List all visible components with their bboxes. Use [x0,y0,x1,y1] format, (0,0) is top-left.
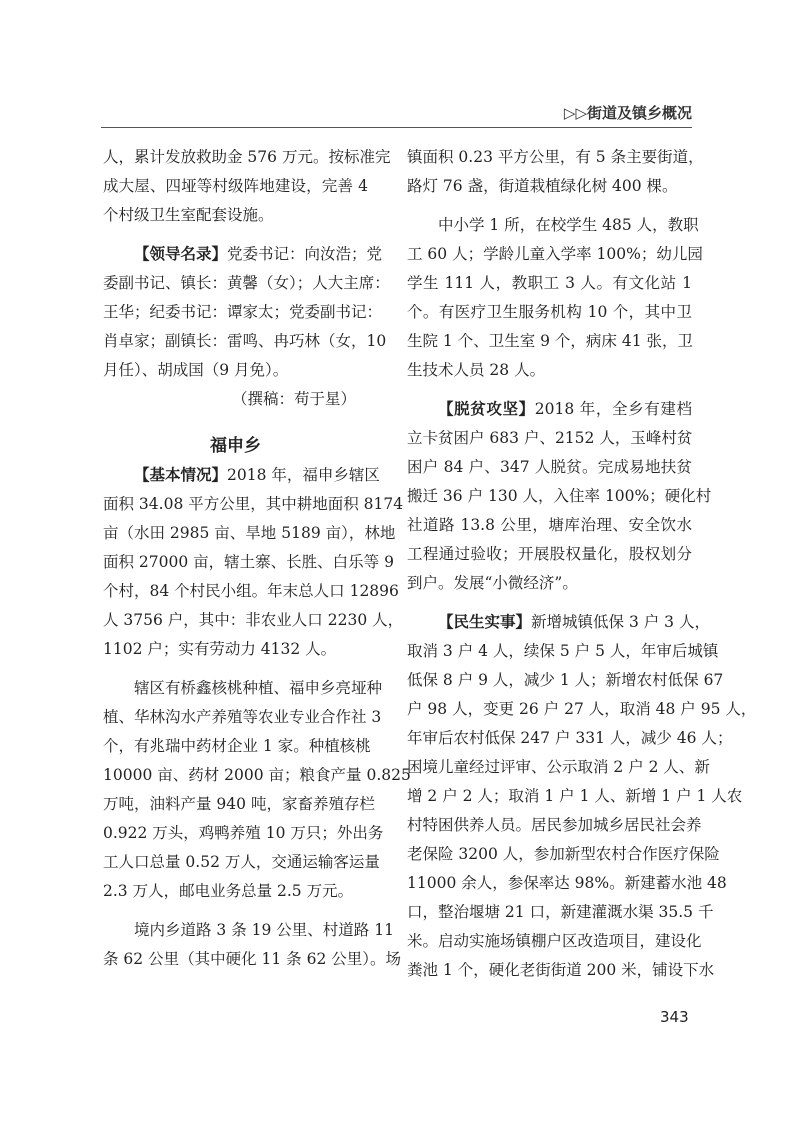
line-text: 路灯 76 盏，街道栽植绿化树 400 棵。 [407,177,678,195]
line-text: 个，有兆瑞中药材企业 1 家。种植核桃 [103,737,371,755]
line-text: 个村级卫生室配套设施。 [103,206,274,224]
line-text: 面积 34.08 平方公里，其中耕地面积 8174 [103,495,404,513]
topic-label: 【脱贫攻坚】 [438,400,535,418]
text-line [103,848,380,877]
line-text: 人 3756 户，其中：非农业人口 2230 人， [103,611,404,629]
line-text: 11000 余人，参保率达 98%。新建蓄水池 48 [407,874,727,892]
text-line [407,869,727,898]
text-line [103,298,383,327]
text-line [103,635,368,664]
line-text: 困户 84 户、347 人脱贫。完成易地扶贫 [407,458,692,476]
line-text: 口，整治堰塘 21 口，新建灌溉水渠 35.5 千 [407,903,714,921]
text-line [103,269,390,298]
text-line [407,327,692,356]
running-header: ▷▷街道及镇乡概况 [563,104,692,122]
text-line [407,927,702,956]
text-line [407,811,702,840]
page-number: 343 [660,1008,689,1026]
text-line [103,577,399,606]
text-line [103,201,368,230]
topic-label: 【基本情况】 [134,466,228,484]
line-text: 增 2 户 2 人；取消 1 户 1 人、新增 1 户 1 人农 [407,787,743,805]
line-text: 辖区有桥鑫核桃种植、福申乡亮垭种 [134,679,383,697]
line-text: 取消 3 户 4 人，续保 5 户 5 人，年审后城镇 [407,642,719,660]
line-text: 村特困供养人员。居民参加城乡居民社会养 [407,816,702,834]
right-column [407,143,757,995]
text-line [407,424,692,453]
line-text: 个。有医疗卫生服务机构 10 个，其中卫 [407,303,692,321]
line-text: 万吨，油料产量 940 吨，家畜养殖存栏 [103,795,375,813]
text-line [103,790,375,819]
text-line [103,356,368,385]
line-text: 2.3 万人，邮电业务总量 2.5 万元。 [103,882,354,900]
text-line [103,143,391,172]
line-text: 社道路 13.8 公里，塘库治理、安全饮水 [407,516,692,534]
line-text: 境内乡道路 3 条 19 公里、村道路 11 [134,921,394,939]
text-line [407,453,692,482]
text-line [407,298,692,327]
text-line [407,753,710,782]
text-line [103,172,368,201]
text-line [103,732,371,761]
text-line [103,240,383,269]
text-line [407,695,757,724]
line-text: 生技术人员 28 人。 [407,361,546,379]
line-text: 米。启动实施场镇棚户区改造项目，建设化 [407,932,702,950]
text-line [407,240,703,269]
text-line [103,490,404,519]
line-text: 亩（水田 2985 亩、旱地 5189 亩），林地 [103,524,396,542]
line-text: 立卡贫困户 683 户、2152 人，玉峰村贫 [407,429,693,447]
text-line [407,482,712,511]
header-rule [101,127,692,128]
line-text: 户 98 人，变更 26 户 27 人，取消 48 户 95 人， [407,700,757,718]
line-text: 月任）、胡成国（9 月免）。 [103,361,289,379]
text-line [407,608,710,637]
text-line [103,945,401,974]
paragraph [103,240,390,414]
text-line [103,606,404,635]
text-line [407,269,692,298]
text-line [407,143,704,172]
paragraph [103,143,391,230]
text-line [103,703,382,732]
text-line [407,840,720,869]
text-line [407,956,715,985]
paragraph [103,674,411,906]
line-text: 工人口总量 0.52 万人，交通运输客运量 [103,853,380,871]
text-line [103,674,383,703]
line-text: 人，累计发放救助金 576 万元。按标准完 [103,148,391,166]
topic-label: 【民生实事】 [438,613,532,631]
left-column [103,143,411,984]
paragraph [407,143,704,201]
line-text: 王华；纪委书记：谭家太；党委副书记： [103,303,383,321]
line-text: 1102 户；实有劳动力 4132 人。 [103,640,337,658]
paragraph [103,916,401,974]
section-heading: 福申乡 [210,436,261,456]
line-text: 中小学 1 所，在校学生 485 人，教职 [438,216,699,234]
text-line [103,761,411,790]
text-line [103,548,394,577]
paragraph [407,211,703,385]
line-text: 年审后农村低保 247 户 331 人，减少 46 人； [407,729,733,747]
text-line [103,877,368,906]
text-line [407,511,692,540]
text-line [407,724,733,753]
line-text: 新增城镇低保 3 户 3 人， [531,613,710,631]
text-line [407,211,699,240]
line-text: 粪池 1 个，硬化老街街道 200 米，铺设下水 [407,961,715,979]
line-text: （撰稿：苟于星） [231,390,356,408]
text-line [407,356,692,385]
text-line [103,819,384,848]
text-line [407,666,724,695]
line-text: 植、华林沟水产养殖等农业专业合作社 3 [103,708,382,726]
text-line [407,540,692,569]
line-text: 搬迁 36 户 130 人，入住率 100%；硬化村 [407,487,712,505]
line-text: 老保险 3200 人，参加新型农村合作医疗保险 [407,845,720,863]
text-line [407,782,743,811]
line-text: 肖卓家；副镇长：雷鸣、冉巧林（女，10 [103,332,387,350]
text-line [103,519,396,548]
text-line [407,569,692,598]
text-line [407,898,714,927]
paragraph [407,395,712,598]
line-text: 2018 年，福申乡辖区 [227,466,380,484]
author-credit [103,385,368,414]
line-text: 镇面积 0.23 平方公里，有 5 条主要街道， [407,148,704,166]
line-text: 10000 亩、药材 2000 亩；粮食产量 0.825 [103,766,411,784]
line-text: 生院 1 个、卫生室 9 个，病床 41 张，卫 [407,332,694,350]
text-line [103,461,380,490]
paragraph [407,608,757,985]
text-line [103,327,387,356]
line-text: 困境儿童经过评审、公示取消 2 户 2 人、新 [407,758,710,776]
text-line [407,637,719,666]
line-text: 工程通过验收；开展股权量化，股权划分 [407,545,692,563]
line-text: 学生 111 人，教职工 3 人。有文化站 1 [407,274,692,292]
line-text: 到户。发展“小微经济”。 [407,574,578,592]
line-text: 成大屋、四垭等村级阵地建设，完善 4 [103,177,368,195]
line-text: 党委书记：向汝浩；党 [227,245,383,263]
line-text: 个村，84 个村民小组。年末总人口 12896 [103,582,399,600]
line-text: 工 60 人；学龄儿童入学率 100%；幼儿园 [407,245,703,263]
topic-label: 【领导名录】 [134,245,228,263]
paragraph [103,461,404,664]
line-text: 条 62 公里（其中硬化 11 条 62 公里）。场 [103,950,401,968]
line-text: 委副书记、镇长：黄馨（女）；人大主席： [103,274,390,292]
text-line [407,172,692,201]
line-text: 低保 8 户 9 人，减少 1 人；新增农村低保 67 [407,671,724,689]
text-line [103,916,394,945]
line-text: 0.922 万头，鸡鸭养殖 10 万只；外出务 [103,824,384,842]
line-text: 面积 27000 亩，辖土寨、长胜、白乐等 9 [103,553,394,571]
line-text: 2018 年，全乡有建档 [534,400,692,418]
text-line [407,395,692,424]
